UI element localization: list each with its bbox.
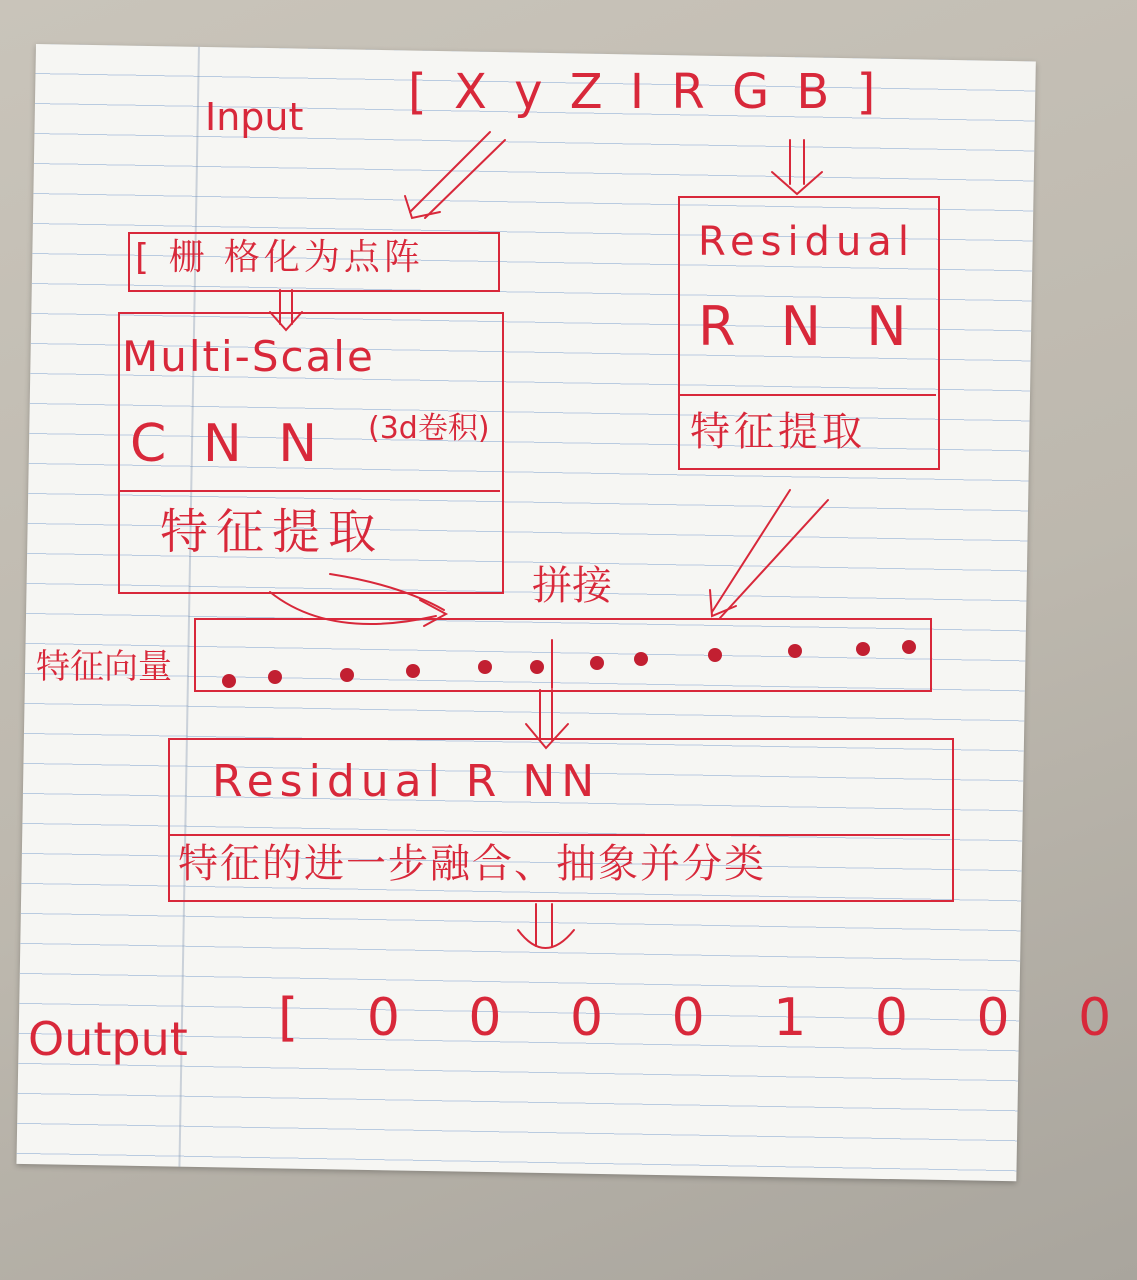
arrow-input-to-raster: [410, 132, 490, 212]
arrow-rnn-to-concat: [712, 490, 790, 612]
cnn-note: (3d卷积): [368, 411, 490, 446]
rnn-bottom-description: 特征的进一步融合、抽象并分类: [178, 841, 766, 887]
rnn-top-feature-label: 特征提取: [690, 409, 866, 455]
rnn-bottom-title: Residual R NN: [212, 756, 601, 807]
input-vector: [ X y Z I R G B ]: [408, 64, 882, 120]
arrow-cnn-to-concat: [270, 592, 436, 624]
output-label: Output: [28, 1012, 188, 1066]
output-vector: [ 0 0 0 0 1 0 0 0: [278, 988, 1137, 1048]
feature-vector-label: 特征向量: [36, 647, 172, 687]
cnn-subtitle: C N N: [130, 414, 328, 474]
cnn-title: Multi-Scale: [122, 332, 375, 381]
rnn-top-title: Residual: [698, 219, 915, 265]
input-label: Input: [205, 95, 304, 139]
rnn-top-subtitle: R N N: [698, 295, 921, 358]
rasterize-label: [ 栅 格化为点阵: [135, 237, 424, 278]
cnn-feature-label: 特征提取: [160, 504, 385, 560]
concat-label: 拼接: [532, 563, 612, 609]
